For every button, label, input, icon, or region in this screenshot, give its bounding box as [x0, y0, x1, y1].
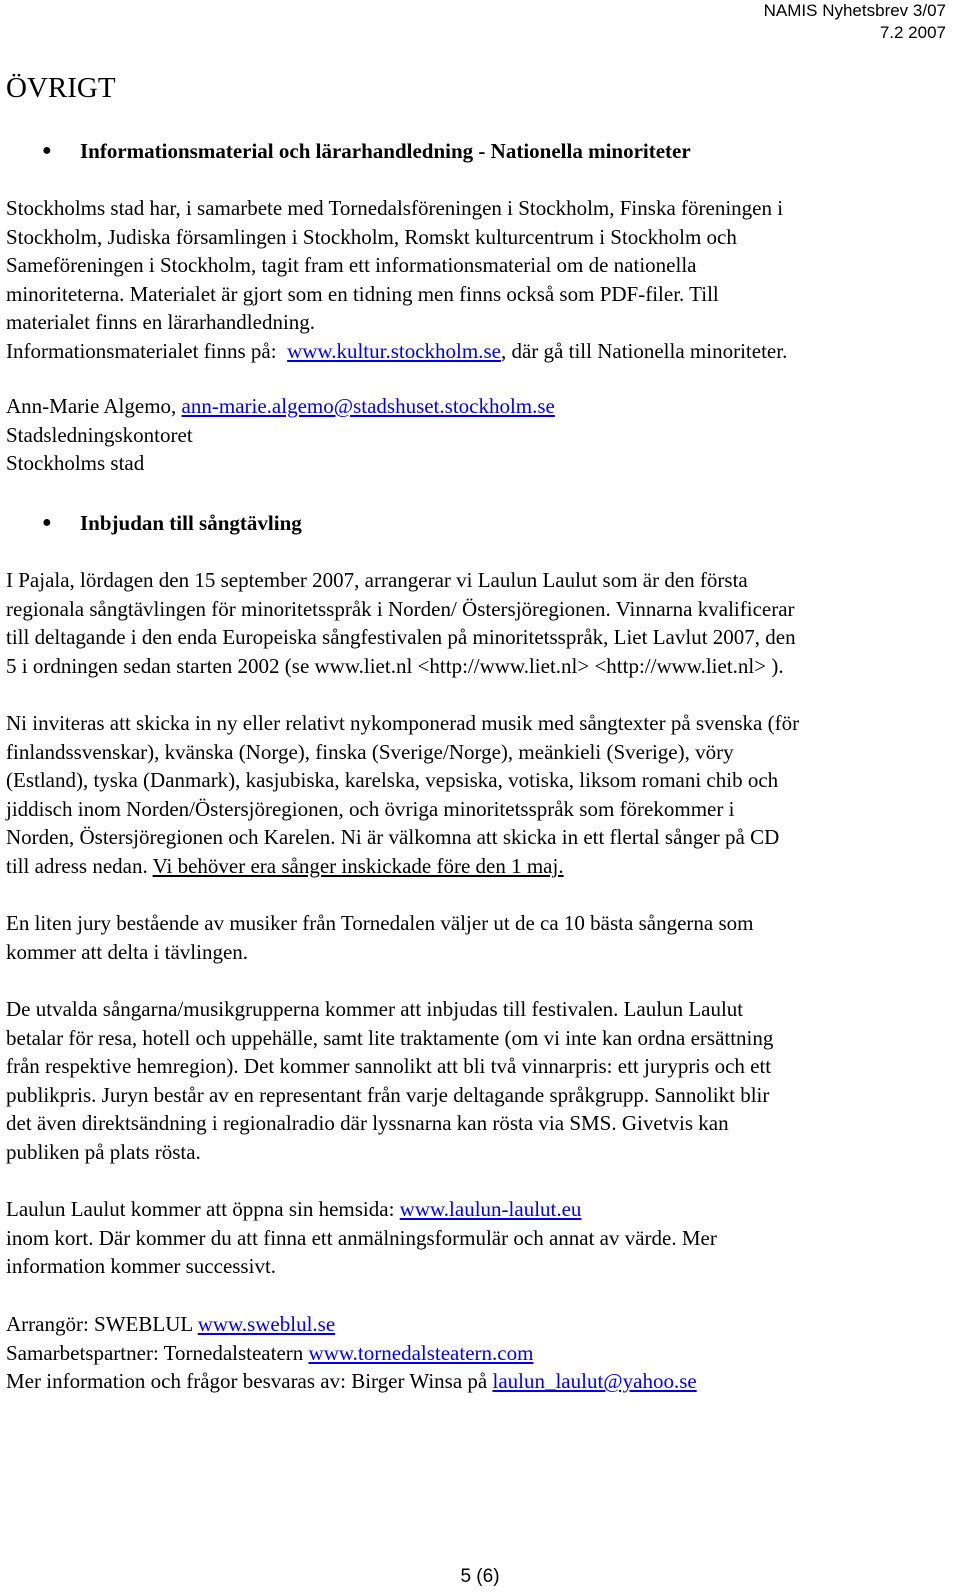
- text-line: från respektive hemregion). Det kommer sannolikt att bli två vinnarpris: ett jurypris och ett: [6, 1054, 772, 1079]
- contact-yahoo-link[interactable]: laulun_laulut@yahoo.se: [492, 1369, 697, 1394]
- text-line: till deltagande i den enda Europeiska sångfestivalen på minoritetsspråk, Liet Lavlut 2007, den: [6, 625, 796, 650]
- page-number: 5 (6): [460, 1566, 500, 1587]
- bullet-icon: ●: [42, 514, 52, 531]
- text-line: (Estland), tyska (Danmark), kasjubiska, karelska, vepsiska, votiska, liksom romani chib och: [6, 768, 779, 793]
- item2-paragraph-3: [6, 909, 956, 966]
- bullet-icon: ●: [42, 142, 52, 159]
- kultur-link[interactable]: www.kultur.stockholm.se: [287, 338, 501, 363]
- info-prefix: Informationsmaterialet finns på:: [6, 338, 288, 363]
- text-line: inom kort. Där kommer du att finna ett anmälningsformulär och annat av värde. Mer: [6, 1225, 717, 1250]
- text-line: det även direktsändning i regionalradio där lyssnarna kan rösta via SMS. Givetvis kan: [6, 1111, 729, 1136]
- homepage-line: [6, 1195, 956, 1224]
- text-line: De utvalda sångarna/musikgrupperna kommer att inbjudas till festivalen. Laulun Laulut: [6, 997, 744, 1021]
- item2-paragraph-1: [6, 566, 956, 680]
- text-line: materialet finns en lärarhandledning.: [6, 310, 316, 335]
- text-line: Sameföreningen i Stockholm, tagit fram ett informationsmaterial om de nationella: [6, 253, 697, 278]
- item1-heading-text: Informationsmaterial och lärarhandledning - Nationella minoriteter: [80, 139, 691, 163]
- laulun-laulut-link[interactable]: www.laulun-laulut.eu: [399, 1197, 582, 1221]
- newsletter-header: [764, 0, 946, 44]
- more-info-line: [6, 1367, 956, 1396]
- newsletter-date: 7.2 2007: [879, 23, 946, 42]
- organizer-line: [6, 1310, 956, 1339]
- text-line: finlandssvenskar), kvänska (Norge), finska (Sverige/Norge), meänkieli (Sverige), vöry: [6, 739, 734, 764]
- organizer-prefix: Arrangör: SWEBLUL: [6, 1312, 198, 1336]
- contact-line: [6, 392, 956, 421]
- item2-contacts: [6, 1310, 956, 1396]
- text-line: Stockholm, Judiska församlingen i Stockholm, Romskt kulturcentrum i Stockholm och: [6, 224, 737, 249]
- deadline-line: [6, 852, 956, 881]
- item2-heading-text: Inbjudan till sångtävling: [80, 511, 302, 535]
- deadline-text: Vi behöver era sånger inskickade före den 1 maj.: [152, 853, 564, 878]
- text-line: 5 i ordningen sedan starten 2002 (se www.liet.nl <http://www.liet.nl> <http://www.liet.nl> ).: [6, 653, 784, 678]
- newsletter-title: NAMIS Nyhetsbrev 3/07: [763, 1, 946, 20]
- sweblul-link[interactable]: www.sweblul.se: [197, 1312, 336, 1336]
- contact-city: Stockholms stad: [6, 451, 145, 476]
- text-line: publikpris. Juryn består av en representant från varje deltagande språkgrupp. Sannolikt blir: [6, 1082, 770, 1107]
- text-line: Ni inviteras att skicka in ny eller relativt nykomponerad musik med sångtexter på svenska (för: [6, 711, 800, 735]
- text-line: regionala sångtävlingen för minoritetsspråk i Norden/ Östersjöregionen. Vinnarna kvalificerar: [6, 596, 795, 621]
- item2-paragraph-4: [6, 995, 956, 1167]
- text-line: I Pajala, lördagen den 15 september 2007, arrangerar vi Laulun Laulut som är den första: [6, 568, 748, 592]
- partner-prefix: Samarbetspartner: Tornedalsteatern: [6, 1340, 309, 1365]
- text-line: Stockholms stad har, i samarbete med Tornedalsföreningen i Stockholm, Finska föreningen i: [6, 196, 784, 220]
- more-info-prefix: Mer information och frågor besvaras av: Birger Winsa på: [6, 1369, 493, 1394]
- item2-paragraph-5: [6, 1195, 956, 1281]
- deadline-prefix: till adress nedan.: [6, 853, 153, 878]
- text-line: Norden, Östersjöregionen och Karelen. Ni är välkomna att skicka in ett flertal sånger på CD: [6, 825, 780, 850]
- text-line: kommer att delta i tävlingen.: [6, 939, 249, 964]
- text-line: jiddisch inom Norden/Östersjöregionen, och övriga minoritetsspråk som förekommer i: [6, 796, 735, 821]
- text-line: information kommer successivt.: [6, 1254, 277, 1279]
- contact-name: Ann-Marie Algemo,: [6, 394, 182, 418]
- text-line: betalar för resa, hotell och uppehälle, samt lite traktamente (om vi inte kan ordna ersättning: [6, 1025, 774, 1050]
- info-suffix: , där gå till Nationella minoriteter.: [500, 338, 788, 363]
- partner-line: [6, 1339, 956, 1368]
- info-line: [6, 337, 956, 366]
- contact-email-link[interactable]: ann-marie.algemo@stadshuset.stockholm.se: [181, 394, 555, 418]
- section-title: ÖVRIGT: [6, 72, 116, 104]
- item1-paragraph: [6, 194, 956, 366]
- tornedalsteatern-link[interactable]: www.tornedalsteatern.com: [308, 1340, 534, 1365]
- homepage-prefix: Laulun Laulut kommer att öppna sin hemsida:: [6, 1197, 400, 1221]
- contact-org: Stadsledningskontoret: [6, 422, 193, 447]
- item1-contact: [6, 392, 956, 478]
- text-line: publiken på plats rösta.: [6, 1139, 201, 1164]
- text-line: En liten jury bestående av musiker från Tornedalen väljer ut de ca 10 bästa sångerna som: [6, 911, 754, 935]
- item2-paragraph-2: [6, 709, 956, 881]
- text-line: minoriteterna. Materialet är gjort som en tidning men finns också som PDF-filer. Till: [6, 281, 719, 306]
